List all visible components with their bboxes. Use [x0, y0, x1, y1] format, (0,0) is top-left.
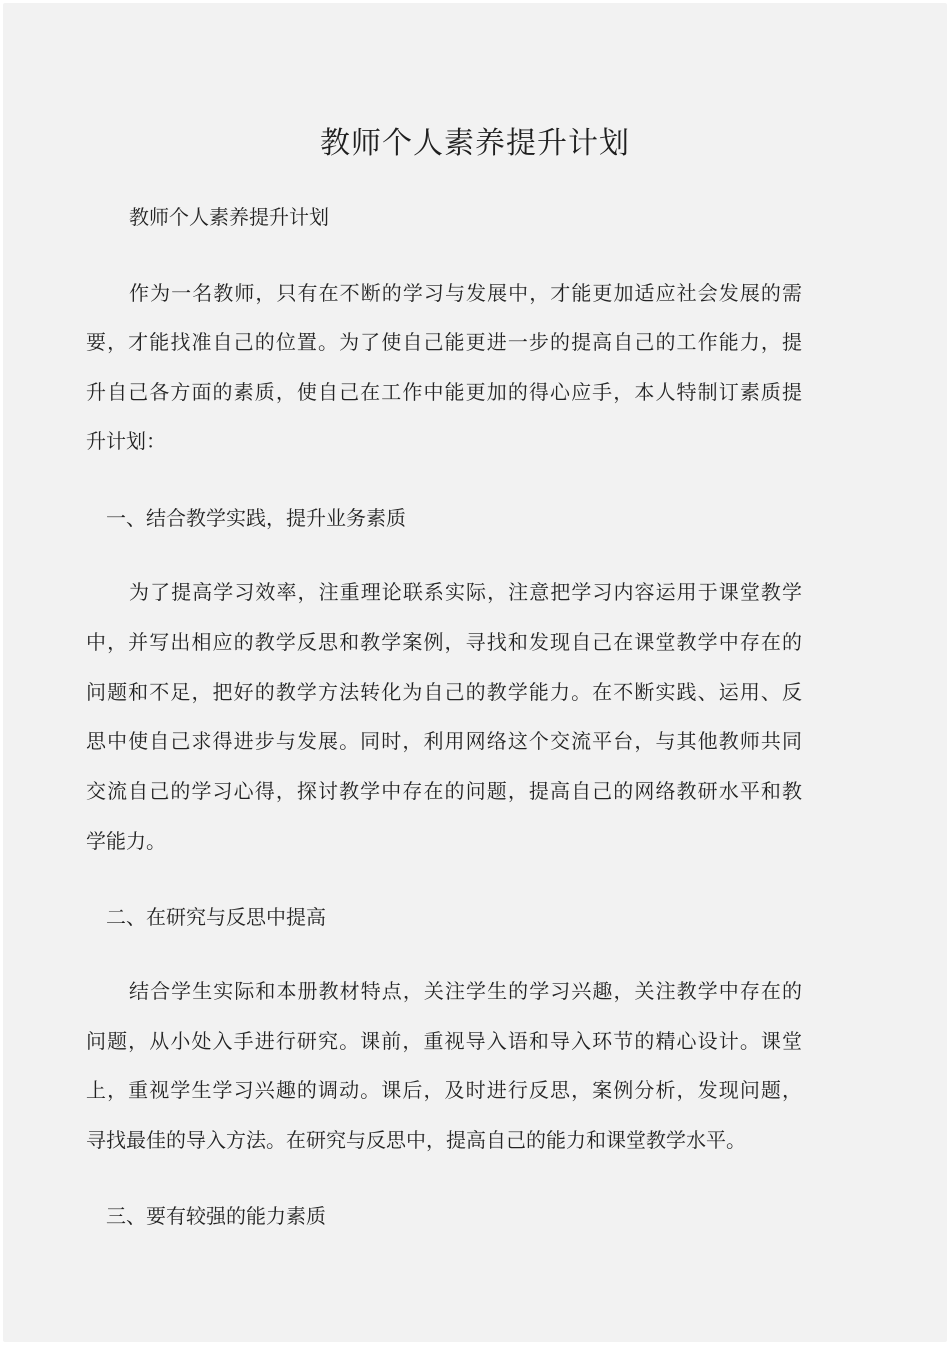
section-paragraph-line: 问题和不足，把好的教学方法转化为自己的教学能力。在不断实践、运用、反 [86, 680, 802, 704]
section-heading: 三、要有较强的能力素质 [106, 1204, 326, 1228]
intro-line: 要，才能找准自己的位置。为了使自己能更进一步的提高自己的工作能力，提 [86, 330, 802, 354]
section-paragraph-line: 学能力。 [86, 829, 166, 853]
intro-line: 升计划： [86, 429, 166, 453]
document-subtitle: 教师个人素养提升计划 [129, 205, 329, 229]
section-paragraph-line: 上，重视学生学习兴趣的调动。课后，及时进行反思，案例分析，发现问题， [86, 1078, 802, 1102]
section-paragraph-line: 问题，从小处入手进行研究。课前，重视导入语和导入环节的精心设计。课堂 [86, 1029, 802, 1053]
section-heading: 二、在研究与反思中提高 [106, 905, 326, 929]
intro-line: 升自己各方面的素质，使自己在工作中能更加的得心应手，本人特制订素质提 [86, 380, 802, 404]
section-paragraph-line: 结合学生实际和本册教材特点，关注学生的学习兴趣，关注教学中存在的 [129, 979, 802, 1003]
intro-line: 作为一名教师，只有在不断的学习与发展中，才能更加适应社会发展的需 [129, 281, 802, 305]
section-paragraph-line: 中，并写出相应的教学反思和教学案例，寻找和发现自己在课堂教学中存在的 [86, 630, 802, 654]
document-title: 教师个人素养提升计划 [320, 126, 630, 161]
section-paragraph-line: 寻找最佳的导入方法。在研究与反思中，提高自己的能力和课堂教学水平。 [86, 1128, 746, 1152]
section-paragraph-line: 思中使自己求得进步与发展。同时，利用网络这个交流平台，与其他教师共同 [86, 729, 802, 753]
section-paragraph-line: 交流自己的学习心得，探讨教学中存在的问题，提高自己的网络教研水平和教 [86, 779, 802, 803]
section-heading: 一、结合教学实践，提升业务素质 [106, 506, 406, 530]
section-paragraph-line: 为了提高学习效率，注重理论联系实际，注意把学习内容运用于课堂教学 [129, 580, 802, 604]
